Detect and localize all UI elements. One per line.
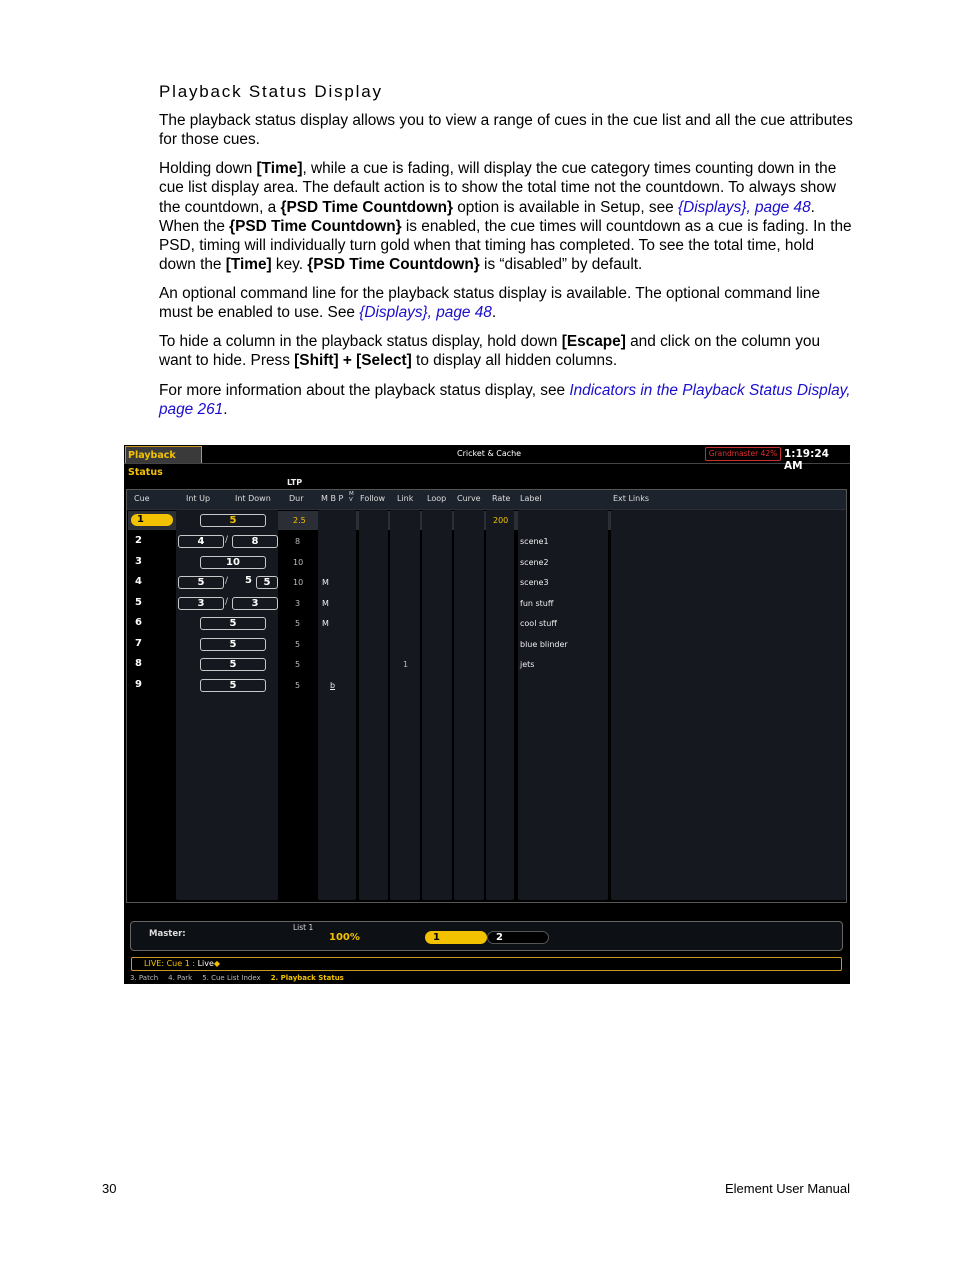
cue-label: fun stuff [520, 599, 554, 608]
tab-playback-status[interactable]: Playback Status [125, 446, 202, 463]
header-dur[interactable]: Dur [289, 494, 304, 503]
tab-playback-status-bottom[interactable]: 2. Playback Status [270, 974, 344, 982]
header-int-down[interactable]: Int Down [235, 494, 271, 503]
slash: / [225, 576, 229, 586]
mbp-flag: M [322, 619, 329, 628]
tab-park[interactable]: 4. Park [168, 974, 193, 982]
slash: / [225, 535, 229, 545]
column-bg-mbp [318, 510, 356, 900]
header-mbp[interactable]: M B P [321, 494, 344, 503]
displays-link-2[interactable]: {Displays}, page 48 [359, 304, 492, 322]
duration: 8 [295, 537, 301, 546]
intensity-time: 5 [200, 617, 266, 630]
duration: 3 [295, 599, 301, 608]
header-follow[interactable]: Follow [360, 494, 386, 503]
bottom-tab-bar [130, 974, 354, 982]
indicators-link[interactable]: Indicators in the Playback Status Display, page 261 [159, 382, 851, 419]
command-line-live: Live [197, 959, 214, 968]
slash: / [225, 597, 229, 607]
intensity-time: 5 [200, 679, 266, 692]
cue-label: cool stuff [520, 619, 557, 628]
paragraph-time-key: Holding down [Time], while a cue is fading, will display the cue category times counting down in the cue list display area. The default action is to show the total time not the countdown. To always show the countdown, a {PSD Time Countdown} option is available in Setup, see {Displays}, page 48. When the {PSD Time Countdown} is enabled, the cue times will countdown as a cue is fading. In the PSD, timing will individually turn gold when that timing has completed. To see the total time, hold down the [Time] key. {PSD Time Countdown} is “disabled” by default. [159, 160, 852, 274]
cue-label: scene3 [520, 578, 549, 587]
link-value: 1 [403, 660, 409, 669]
duration: 10 [293, 558, 304, 567]
paragraph-command-line: An optional command line for the playback status display is available. The optional command line must be enabled to use. See {Displays}, page 48. [159, 285, 821, 322]
header-rate[interactable]: Rate [492, 494, 511, 503]
duration: 10 [293, 578, 304, 587]
cue-number[interactable]: 1 [131, 514, 173, 526]
intensity-time: 5 [200, 658, 266, 671]
playback-status-screenshot [124, 445, 850, 984]
column-bg-label [518, 510, 608, 900]
int-up-time: 3 [178, 597, 224, 610]
cue-label: scene1 [520, 537, 549, 546]
header-mv[interactable]: M V [349, 491, 354, 503]
cue-number[interactable]: 8 [135, 658, 142, 669]
cue-number[interactable]: 2 [135, 535, 142, 546]
master-fader-panel [130, 921, 843, 951]
header-loop[interactable]: Loop [427, 494, 447, 503]
mbp-flag: b [330, 681, 336, 690]
manual-title: Element User Manual [725, 1181, 850, 1196]
cue-number[interactable]: 7 [135, 638, 142, 649]
int-down-time: 3 [232, 597, 278, 610]
rate: 200 [493, 516, 509, 525]
cue-label: scene2 [520, 558, 549, 567]
grandmaster-indicator: Grandmaster 42% [705, 447, 781, 461]
duration: 5 [295, 640, 301, 649]
cue-label: blue blinder [520, 640, 568, 649]
cue-label: jets [520, 660, 535, 669]
column-bg-follow [359, 510, 388, 900]
column-bg-curve [454, 510, 484, 900]
header-cue[interactable]: Cue [134, 494, 150, 503]
pending-cue-pill-active[interactable]: 1 [425, 931, 487, 944]
tab-patch[interactable]: 3. Patch [130, 974, 159, 982]
header-label[interactable]: Label [520, 494, 542, 503]
cue-number[interactable]: 3 [135, 556, 142, 567]
list-label: List 1 [293, 923, 314, 932]
divider [124, 463, 850, 464]
master-label: Master: [149, 929, 186, 939]
page-number: 30 [102, 1181, 117, 1196]
command-line-prefix: LIVE: Cue 1 : [144, 959, 198, 968]
cue-number[interactable]: 9 [135, 679, 142, 690]
paragraph-hide-column: To hide a column in the playback status display, hold down [Escape] and click on the column you want to hide. Press [Shift] + [Select] to display all hidden columns. [159, 333, 821, 370]
mbp-flag: M [322, 578, 329, 587]
cursor-icon: ◆ [213, 959, 221, 968]
show-name: Cricket & Cache [457, 449, 522, 458]
cue-list-grid [126, 489, 847, 903]
column-bg-loop [422, 510, 452, 900]
tab-cue-list-index[interactable]: 5. Cue List Index [202, 974, 261, 982]
cue-number[interactable]: 4 [135, 576, 142, 587]
cue-number[interactable]: 5 [135, 597, 142, 608]
cue-number[interactable]: 6 [135, 617, 142, 628]
clock: 1:19:24 AM [784, 448, 829, 472]
header-link[interactable]: Link [397, 494, 414, 503]
pending-cue-pill-next[interactable]: 2 [487, 931, 549, 944]
header-ext-links[interactable]: Ext Links [613, 494, 650, 503]
header-int-up[interactable]: Int Up [186, 494, 211, 503]
header-curve[interactable]: Curve [457, 494, 481, 503]
master-level: 100% [329, 932, 360, 943]
duration: 5 [295, 660, 301, 669]
int-up-time: 5 [178, 576, 224, 589]
int-down-time: 5 [256, 576, 278, 589]
intensity-time: 10 [200, 556, 266, 569]
column-bg-ext-links [611, 510, 846, 900]
int-down-partial: 5 [245, 575, 252, 586]
displays-link[interactable]: {Displays}, page 48 [678, 198, 811, 216]
duration: 5 [295, 619, 301, 628]
column-bg-rate [486, 510, 514, 900]
ltp-label: LTP [287, 478, 303, 487]
duration: 2.5 [293, 516, 306, 525]
mbp-flag: M [322, 599, 329, 608]
column-bg-link [390, 510, 420, 900]
duration: 5 [295, 681, 301, 690]
int-down-time: 8 [232, 535, 278, 548]
int-up-time: 4 [178, 535, 224, 548]
paragraph-intro: The playback status display allows you to view a range of cues in the cue list and all the cue attributes for those cues. [159, 112, 853, 149]
intensity-time: 5 [200, 514, 266, 527]
intensity-time: 5 [200, 638, 266, 651]
section-heading: Playback Status Display [159, 82, 383, 101]
paragraph-more-info: For more information about the playback status display, see Indicators in the Playback Status Display, page 261. [159, 382, 851, 419]
command-line[interactable] [131, 957, 842, 971]
